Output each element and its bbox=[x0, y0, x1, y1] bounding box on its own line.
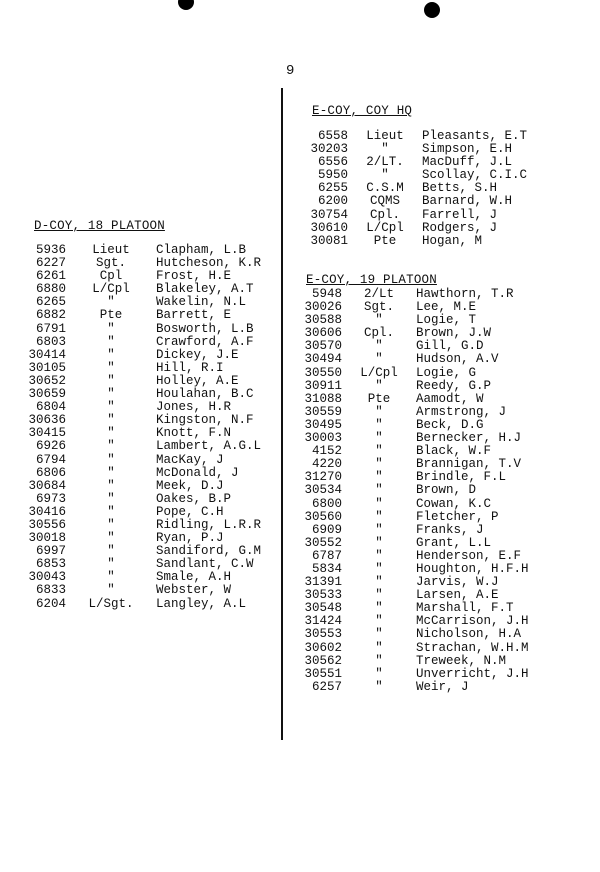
soldier-name: Lambert, A.G.L bbox=[156, 439, 262, 454]
roster-row bbox=[302, 681, 546, 694]
rank: " bbox=[375, 496, 383, 511]
service-number: 6265 bbox=[35, 295, 66, 310]
soldier-name: Fletcher, P bbox=[416, 509, 499, 524]
service-number: 30414 bbox=[28, 347, 66, 362]
soldier-name: Bernecker, H.J bbox=[416, 431, 522, 446]
service-number: 30081 bbox=[310, 233, 348, 248]
soldier-name: Ridling, L.R.R bbox=[156, 517, 262, 532]
punch-hole-right bbox=[424, 2, 440, 18]
rank: " bbox=[375, 575, 383, 590]
roster-row bbox=[302, 498, 546, 511]
soldier-name: Webster, W bbox=[156, 583, 232, 598]
rank: " bbox=[107, 465, 115, 480]
service-number: 6800 bbox=[311, 496, 342, 511]
service-number: 30659 bbox=[28, 387, 66, 402]
roster-row bbox=[2, 584, 276, 597]
service-number: 6794 bbox=[35, 452, 66, 467]
roster-row bbox=[302, 393, 546, 406]
roster-row bbox=[2, 309, 276, 322]
service-number: 5950 bbox=[317, 168, 348, 183]
rank: " bbox=[375, 470, 383, 485]
soldier-name: MacDuff, J.L bbox=[422, 155, 513, 170]
rank: 2/Lt bbox=[363, 287, 394, 301]
soldier-name: Sandiford, G.M bbox=[156, 544, 262, 559]
rank: " bbox=[381, 142, 389, 157]
rank: " bbox=[375, 666, 383, 681]
service-number: 31391 bbox=[304, 575, 342, 590]
soldier-name: McCarrison, J.H bbox=[416, 614, 529, 629]
service-number: 30415 bbox=[28, 426, 66, 441]
roster-row bbox=[300, 235, 542, 248]
service-number: 30636 bbox=[28, 413, 66, 428]
soldier-name: Meek, D.J bbox=[156, 478, 224, 493]
soldier-name: Frost, H.E bbox=[156, 269, 232, 284]
service-number: 6227 bbox=[35, 256, 66, 271]
rank: " bbox=[375, 653, 383, 668]
soldier-name: McDonald, J bbox=[156, 465, 239, 480]
soldier-name: Marshall, F.T bbox=[416, 601, 514, 616]
service-number: 30652 bbox=[28, 373, 66, 388]
rank: " bbox=[375, 483, 383, 498]
service-number: 4220 bbox=[311, 457, 342, 472]
roster-row bbox=[300, 222, 542, 235]
rank: " bbox=[107, 452, 115, 467]
service-number: 30018 bbox=[28, 531, 66, 546]
rank: " bbox=[107, 478, 115, 493]
rank: " bbox=[107, 413, 115, 428]
rank: " bbox=[107, 426, 115, 441]
roster-row bbox=[2, 467, 276, 480]
soldier-name: Smale, A.H bbox=[156, 570, 232, 585]
soldier-name: Bosworth, L.B bbox=[156, 321, 254, 336]
rank: " bbox=[107, 439, 115, 454]
rank: " bbox=[107, 334, 115, 349]
soldier-name: Reedy, G.P bbox=[416, 378, 492, 393]
roster-row bbox=[2, 480, 276, 493]
soldier-name: Beck, D.G bbox=[416, 417, 484, 432]
soldier-name: Simpson, E.H bbox=[422, 142, 513, 157]
service-number: 30551 bbox=[304, 666, 342, 681]
roster-row bbox=[302, 524, 546, 537]
soldier-name: Logie, T bbox=[416, 313, 477, 328]
soldier-name: Ryan, P.J bbox=[156, 531, 224, 546]
rank: L/Cpl bbox=[360, 365, 398, 380]
service-number: 30754 bbox=[310, 207, 348, 222]
service-number: 6833 bbox=[35, 583, 66, 598]
soldier-name: Logie, G bbox=[416, 365, 477, 380]
rank: " bbox=[107, 373, 115, 388]
soldier-name: Aamodt, W bbox=[416, 391, 484, 406]
soldier-name: Crawford, A.F bbox=[156, 334, 254, 349]
rank: " bbox=[375, 417, 383, 432]
rank: " bbox=[375, 352, 383, 367]
e-coy-hq-roster bbox=[300, 130, 542, 248]
soldier-name: Grant, L.L bbox=[416, 535, 492, 550]
rank: " bbox=[375, 640, 383, 655]
roster-row bbox=[2, 493, 276, 506]
rank: Cpl. bbox=[363, 326, 394, 341]
soldier-name: Cowan, K.C bbox=[416, 496, 492, 511]
service-number: 30684 bbox=[28, 478, 66, 493]
rank: " bbox=[375, 313, 383, 328]
soldier-name: Wakelin, N.L bbox=[156, 295, 247, 310]
service-number: 30588 bbox=[304, 313, 342, 328]
service-number: 30105 bbox=[28, 360, 66, 375]
service-number: 4152 bbox=[311, 444, 342, 459]
soldier-name: Unverricht, J.H bbox=[416, 666, 529, 681]
soldier-name: Dickey, J.E bbox=[156, 347, 239, 362]
rank: " bbox=[375, 431, 383, 446]
soldier-name: Oakes, B.P bbox=[156, 491, 232, 506]
rank: " bbox=[375, 404, 383, 419]
soldier-name: Sandlant, C.W bbox=[156, 557, 254, 572]
rank: " bbox=[107, 583, 115, 598]
roster-row bbox=[302, 484, 546, 497]
roster-row bbox=[2, 349, 276, 362]
service-number: 30570 bbox=[304, 339, 342, 354]
service-number: 6882 bbox=[35, 308, 66, 323]
soldier-name: Farrell, J bbox=[422, 207, 498, 222]
soldier-name: Kingston, N.F bbox=[156, 413, 254, 428]
rank: L/Cpl bbox=[92, 282, 130, 297]
rank: " bbox=[375, 679, 383, 694]
rank: " bbox=[107, 557, 115, 572]
rank: " bbox=[107, 517, 115, 532]
rank: " bbox=[375, 509, 383, 524]
rank: " bbox=[107, 360, 115, 375]
soldier-name: Hogan, M bbox=[422, 233, 483, 248]
d-coy-18-platoon-roster bbox=[2, 244, 276, 611]
rank: " bbox=[107, 295, 115, 310]
rank: " bbox=[381, 168, 389, 183]
rank: Pte bbox=[99, 308, 123, 323]
soldier-name: Barrett, E bbox=[156, 308, 232, 323]
roster-row bbox=[302, 628, 546, 641]
e-coy-19-platoon-heading: E-COY, 19 PLATOON bbox=[306, 273, 437, 287]
rank: " bbox=[375, 535, 383, 550]
rank: L/Cpl bbox=[366, 220, 404, 235]
soldier-name: Hawthorn, T.R bbox=[416, 287, 514, 301]
service-number: 30553 bbox=[304, 627, 342, 642]
soldier-name: Langley, A.L bbox=[156, 596, 247, 611]
soldier-name: Betts, S.H bbox=[422, 181, 498, 196]
service-number: 30533 bbox=[304, 588, 342, 603]
rank: " bbox=[107, 400, 115, 415]
service-number: 6926 bbox=[35, 439, 66, 454]
roster-row bbox=[302, 406, 546, 419]
service-number: 31270 bbox=[304, 470, 342, 485]
rank: Sgt. bbox=[363, 300, 394, 315]
service-number: 30203 bbox=[310, 142, 348, 157]
service-number: 30559 bbox=[304, 404, 342, 419]
service-number: 6257 bbox=[311, 679, 342, 694]
soldier-name: Brannigan, T.V bbox=[416, 457, 522, 472]
roster-row bbox=[2, 506, 276, 519]
rank: " bbox=[375, 378, 383, 393]
soldier-name: Brindle, F.L bbox=[416, 470, 507, 485]
service-number: 6880 bbox=[35, 282, 66, 297]
service-number: 6909 bbox=[311, 522, 342, 537]
rank: " bbox=[375, 339, 383, 354]
rank: Lieut bbox=[366, 129, 404, 143]
rank: " bbox=[107, 570, 115, 585]
service-number: 6787 bbox=[311, 548, 342, 563]
roster-row bbox=[2, 336, 276, 349]
soldier-name: Weir, J bbox=[416, 679, 469, 694]
service-number: 30043 bbox=[28, 570, 66, 585]
roster-row bbox=[2, 598, 276, 611]
roster-row bbox=[302, 380, 546, 393]
service-number: 5948 bbox=[311, 287, 342, 301]
service-number: 30495 bbox=[304, 417, 342, 432]
roster-row bbox=[302, 353, 546, 366]
service-number: 30606 bbox=[304, 326, 342, 341]
rank: " bbox=[375, 548, 383, 563]
service-number: 30562 bbox=[304, 653, 342, 668]
punch-hole-left bbox=[178, 0, 194, 10]
rank: L/Sgt. bbox=[88, 596, 134, 611]
service-number: 30560 bbox=[304, 509, 342, 524]
soldier-name: Houlahan, B.C bbox=[156, 387, 254, 402]
service-number: 6791 bbox=[35, 321, 66, 336]
soldier-name: Black, W.F bbox=[416, 444, 492, 459]
rank: " bbox=[375, 444, 383, 459]
service-number: 6973 bbox=[35, 491, 66, 506]
service-number: 30552 bbox=[304, 535, 342, 550]
service-number: 6558 bbox=[317, 129, 348, 143]
roster-row bbox=[300, 209, 542, 222]
service-number: 30556 bbox=[28, 517, 66, 532]
rank: CQMS bbox=[369, 194, 400, 209]
roster-row bbox=[302, 537, 546, 550]
rank: " bbox=[375, 627, 383, 642]
e-coy-19-platoon-roster bbox=[302, 288, 546, 694]
rank: " bbox=[107, 491, 115, 506]
rank: " bbox=[375, 522, 383, 537]
service-number: 30003 bbox=[304, 431, 342, 446]
roster-row bbox=[302, 668, 546, 681]
soldier-name: Jones, H.R bbox=[156, 400, 232, 415]
roster-row bbox=[302, 511, 546, 524]
rank: " bbox=[375, 588, 383, 603]
roster-row bbox=[302, 367, 546, 380]
rank: C.S.M bbox=[366, 181, 404, 196]
rank: " bbox=[375, 457, 383, 472]
rank: " bbox=[375, 561, 383, 576]
service-number: 31088 bbox=[304, 391, 342, 406]
roster-row bbox=[2, 440, 276, 453]
service-number: 6806 bbox=[35, 465, 66, 480]
rank: Pte bbox=[373, 233, 397, 248]
rank: " bbox=[107, 544, 115, 559]
service-number: 30911 bbox=[304, 378, 342, 393]
rank: " bbox=[107, 347, 115, 362]
service-number: 30416 bbox=[28, 504, 66, 519]
service-number: 30548 bbox=[304, 601, 342, 616]
service-number: 6556 bbox=[317, 155, 348, 170]
service-number: 6804 bbox=[35, 400, 66, 415]
soldier-name: Henderson, E.F bbox=[416, 548, 522, 563]
service-number: 30550 bbox=[304, 365, 342, 380]
roster-row bbox=[302, 550, 546, 563]
soldier-name: Lee, M.E bbox=[416, 300, 477, 315]
d-coy-18-platoon-heading: D-COY, 18 PLATOON bbox=[34, 219, 165, 233]
service-number: 6261 bbox=[35, 269, 66, 284]
soldier-name: Knott, F.N bbox=[156, 426, 232, 441]
service-number: 6853 bbox=[35, 557, 66, 572]
rank: 2/LT. bbox=[366, 155, 404, 170]
rank: " bbox=[107, 321, 115, 336]
column-divider bbox=[281, 88, 283, 740]
service-number: 6204 bbox=[35, 596, 66, 611]
soldier-name: Hudson, A.V bbox=[416, 352, 499, 367]
roster-row bbox=[2, 323, 276, 336]
e-coy-hq-heading: E-COY, COY HQ bbox=[312, 104, 413, 118]
rank: " bbox=[107, 387, 115, 402]
soldier-name: Brown, J.W bbox=[416, 326, 492, 341]
soldier-name: Pope, C.H bbox=[156, 504, 224, 519]
soldier-name: Rodgers, J bbox=[422, 220, 498, 235]
rank: Sgt. bbox=[95, 256, 126, 271]
roster-row bbox=[300, 195, 542, 208]
soldier-name: Holley, A.E bbox=[156, 373, 239, 388]
service-number: 30494 bbox=[304, 352, 342, 367]
service-number: 30602 bbox=[304, 640, 342, 655]
soldier-name: Larsen, A.E bbox=[416, 588, 499, 603]
soldier-name: Strachan, W.H.M bbox=[416, 640, 529, 655]
roster-row bbox=[2, 454, 276, 467]
soldier-name: Barnard, W.H bbox=[422, 194, 513, 209]
rank: " bbox=[107, 504, 115, 519]
soldier-name: Franks, J bbox=[416, 522, 484, 537]
roster-row bbox=[302, 642, 546, 655]
soldier-name: Scollay, C.I.C bbox=[422, 168, 528, 183]
rank: Lieut bbox=[92, 243, 130, 257]
service-number: 30534 bbox=[304, 483, 342, 498]
rank: Pte bbox=[367, 391, 391, 406]
roster-row bbox=[2, 362, 276, 375]
service-number: 6803 bbox=[35, 334, 66, 349]
page-number: 9 bbox=[286, 63, 295, 79]
soldier-name: Pleasants, E.T bbox=[422, 129, 528, 143]
service-number: 30026 bbox=[304, 300, 342, 315]
service-number: 6200 bbox=[317, 194, 348, 209]
service-number: 5936 bbox=[35, 243, 66, 257]
service-number: 6255 bbox=[317, 181, 348, 196]
rank: " bbox=[107, 531, 115, 546]
soldier-name: Gill, G.D bbox=[416, 339, 484, 354]
service-number: 6997 bbox=[35, 544, 66, 559]
soldier-name: Jarvis, W.J bbox=[416, 575, 499, 590]
rank: Cpl bbox=[99, 269, 123, 284]
soldier-name: MacKay, J bbox=[156, 452, 224, 467]
soldier-name: Hutcheson, K.R bbox=[156, 256, 262, 271]
soldier-name: Brown, D bbox=[416, 483, 477, 498]
soldier-name: Houghton, H.F.H bbox=[416, 561, 529, 576]
soldier-name: Hill, R.I bbox=[156, 360, 224, 375]
service-number: 30610 bbox=[310, 220, 348, 235]
soldier-name: Nicholson, H.A bbox=[416, 627, 522, 642]
roster-row bbox=[302, 655, 546, 668]
rank: Cpl. bbox=[369, 207, 400, 222]
soldier-name: Blakeley, A.T bbox=[156, 282, 254, 297]
soldier-name: Treweek, N.M bbox=[416, 653, 507, 668]
soldier-name: Armstrong, J bbox=[416, 404, 507, 419]
service-number: 5834 bbox=[311, 561, 342, 576]
rank: " bbox=[375, 614, 383, 629]
rank: " bbox=[375, 601, 383, 616]
service-number: 31424 bbox=[304, 614, 342, 629]
soldier-name: Clapham, L.B bbox=[156, 243, 247, 257]
